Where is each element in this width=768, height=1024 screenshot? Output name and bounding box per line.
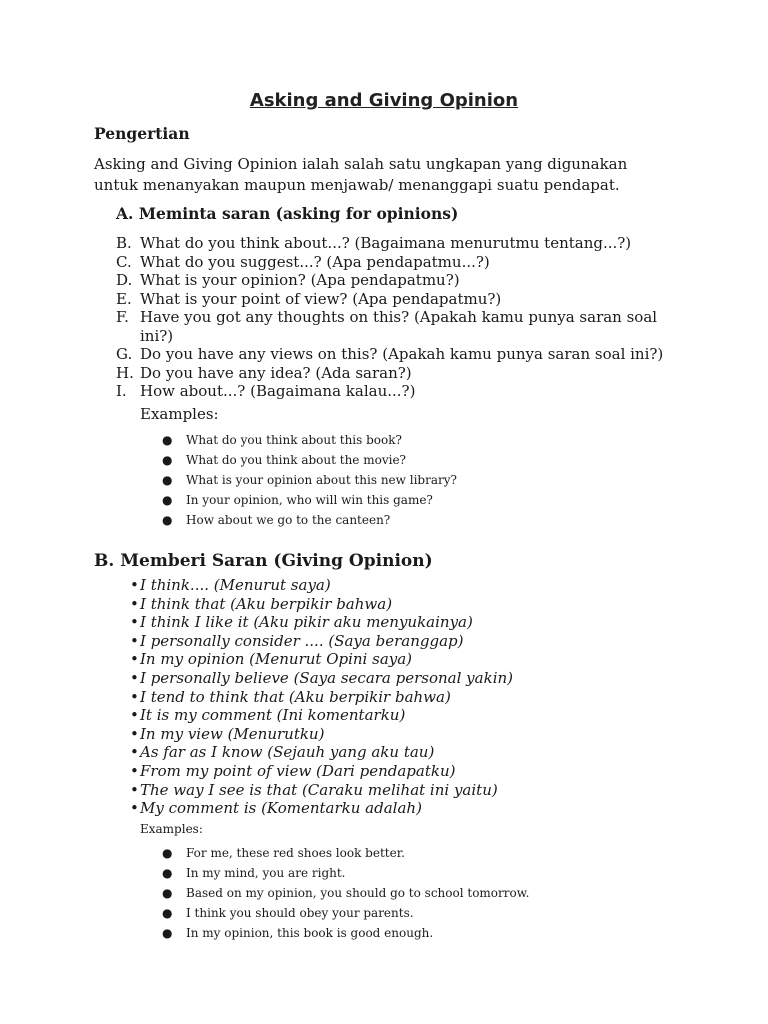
- list-item-text: I think.... (Menurut saya): [140, 576, 331, 594]
- list-item-text: What is your opinion? (Apa pendapatmu?): [140, 271, 460, 289]
- examples-list-a: [162, 430, 457, 530]
- bullet-icon: •: [130, 724, 139, 743]
- list-item-text: Do you have any idea? (Ada saran?): [140, 363, 412, 382]
- list-item: [116, 382, 676, 401]
- list-item: [162, 430, 457, 450]
- list-marker: H.: [116, 363, 134, 382]
- example-text: For me, these red shoes look better.: [186, 846, 405, 860]
- list-item-text: How about...? (Bagaimana kalau...?): [140, 382, 416, 400]
- example-text: How about we go to the canteen?: [186, 513, 391, 527]
- bullet-icon: •: [130, 743, 139, 762]
- list-item: [116, 271, 676, 290]
- section-b-heading: B. Memberi Saran (Giving Opinion): [94, 551, 433, 571]
- list-item-text: As far as I know (Sejauh yang aku tau): [140, 743, 435, 762]
- asking-opinion-list: [116, 234, 676, 401]
- bullet-icon: ●: [162, 866, 173, 880]
- list-marker: G.: [116, 345, 133, 363]
- section-a-heading: A. Meminta saran (asking for opinions): [116, 204, 459, 223]
- list-item: [162, 490, 457, 510]
- bullet-icon: ●: [162, 453, 173, 467]
- example-text: In my opinion, this book is good enough.: [186, 926, 434, 940]
- list-item-text: My comment is (Komentarku adalah): [140, 799, 422, 818]
- list-item: [162, 923, 529, 943]
- list-item-text: What do you think about...? (Bagaimana menurutmu tentang...?): [140, 234, 632, 252]
- list-item: [116, 345, 676, 364]
- list-item: [162, 843, 529, 863]
- list-item-text: In my view (Menurutku): [140, 724, 325, 743]
- bullet-icon: •: [130, 687, 139, 706]
- list-item-text: What is your point of view? (Apa pendapatmu?): [140, 289, 502, 308]
- list-item: [130, 762, 513, 781]
- list-item-text: I personally consider .... (Saya beranggap): [140, 631, 464, 650]
- list-item-text: I tend to think that (Aku berpikir bahwa): [140, 687, 451, 706]
- example-text: In your opinion, who will win this game?: [186, 493, 433, 507]
- list-item-text: In my opinion (Menurut Opini saya): [140, 650, 413, 669]
- bullet-icon: ●: [162, 846, 173, 860]
- list-item-text: The way I see is that (Caraku melihat ini yaitu): [140, 780, 498, 799]
- list-item: [116, 290, 676, 309]
- bullet-icon: •: [130, 706, 139, 725]
- examples-label-a: Examples:: [140, 405, 219, 423]
- list-item-text: I personally believe (Saya secara personal yakin): [140, 668, 514, 687]
- example-text: What is your opinion about this new library?: [186, 473, 457, 487]
- examples-label-b: Examples:: [140, 822, 203, 836]
- list-item: [162, 883, 529, 903]
- example-text: In my mind, you are right.: [186, 866, 346, 880]
- list-item: [130, 669, 513, 688]
- list-item: [116, 234, 676, 253]
- list-marker: F.: [116, 308, 129, 326]
- list-marker: D.: [116, 271, 133, 289]
- bullet-icon: ●: [162, 433, 173, 447]
- list-item: [162, 470, 457, 490]
- page-title: Asking and Giving Opinion: [249, 90, 519, 111]
- example-text: What do you think about this book?: [186, 433, 402, 447]
- list-marker: C.: [116, 252, 132, 271]
- list-item-text: I think that (Aku berpikir bahwa): [140, 594, 393, 613]
- list-marker: I.: [116, 382, 127, 400]
- list-item: [130, 688, 513, 707]
- list-item-text: What do you suggest...? (Apa pendapatmu...?): [140, 252, 490, 271]
- list-item-text: I think I like it (Aku pikir aku menyukainya): [140, 613, 473, 632]
- list-item: [162, 863, 529, 883]
- list-item: [130, 706, 513, 725]
- list-item: [130, 632, 513, 651]
- example-text: Based on my opinion, you should go to school tomorrow.: [186, 886, 530, 900]
- bullet-icon: ●: [162, 493, 173, 507]
- bullet-icon: •: [130, 668, 139, 687]
- bullet-icon: •: [130, 576, 139, 594]
- list-item: [130, 613, 513, 632]
- bullet-icon: ●: [162, 926, 173, 940]
- examples-list-b: [162, 843, 529, 943]
- bullet-icon: •: [130, 613, 139, 632]
- pengertian-text: Asking and Giving Opinion ialah salah satu ungkapan yang digunakan untuk menanyakan maupun menjawab/ menanggapi suatu pendapat.: [94, 155, 628, 194]
- example-text: I think you should obey your parents.: [186, 906, 414, 920]
- list-item: [130, 595, 513, 614]
- bullet-icon: •: [130, 631, 139, 650]
- bullet-icon: •: [130, 780, 139, 799]
- list-marker: B.: [116, 234, 132, 252]
- list-item: [162, 510, 457, 530]
- giving-opinion-list: [130, 576, 513, 818]
- list-item: [130, 781, 513, 800]
- pengertian-heading: Pengertian: [94, 124, 190, 143]
- list-item-text: It is my comment (Ini komentarku): [140, 706, 406, 725]
- list-item: [130, 576, 513, 595]
- example-text: What do you think about the movie?: [186, 453, 406, 467]
- list-item: [162, 903, 529, 923]
- list-item: [130, 743, 513, 762]
- list-item: [116, 253, 676, 272]
- list-marker: E.: [116, 289, 132, 308]
- bullet-icon: ●: [162, 513, 173, 527]
- bullet-icon: ●: [162, 473, 173, 487]
- list-item: [116, 308, 676, 345]
- list-item: [130, 799, 513, 818]
- list-item: [116, 364, 676, 383]
- list-item: [130, 725, 513, 744]
- bullet-icon: •: [130, 799, 139, 818]
- bullet-icon: •: [130, 650, 139, 669]
- bullet-icon: ●: [162, 906, 173, 920]
- bullet-icon: •: [130, 761, 139, 780]
- bullet-icon: ●: [162, 886, 173, 900]
- list-item-text: From my point of view (Dari pendapatku): [140, 761, 456, 780]
- list-item-text: Do you have any views on this? (Apakah kamu punya saran soal ini?): [140, 345, 664, 363]
- list-item: [130, 650, 513, 669]
- list-item: [162, 450, 457, 470]
- list-item-text: Have you got any thoughts on this? (Apakah kamu punya saran soal ini?): [140, 308, 658, 345]
- bullet-icon: •: [130, 594, 139, 613]
